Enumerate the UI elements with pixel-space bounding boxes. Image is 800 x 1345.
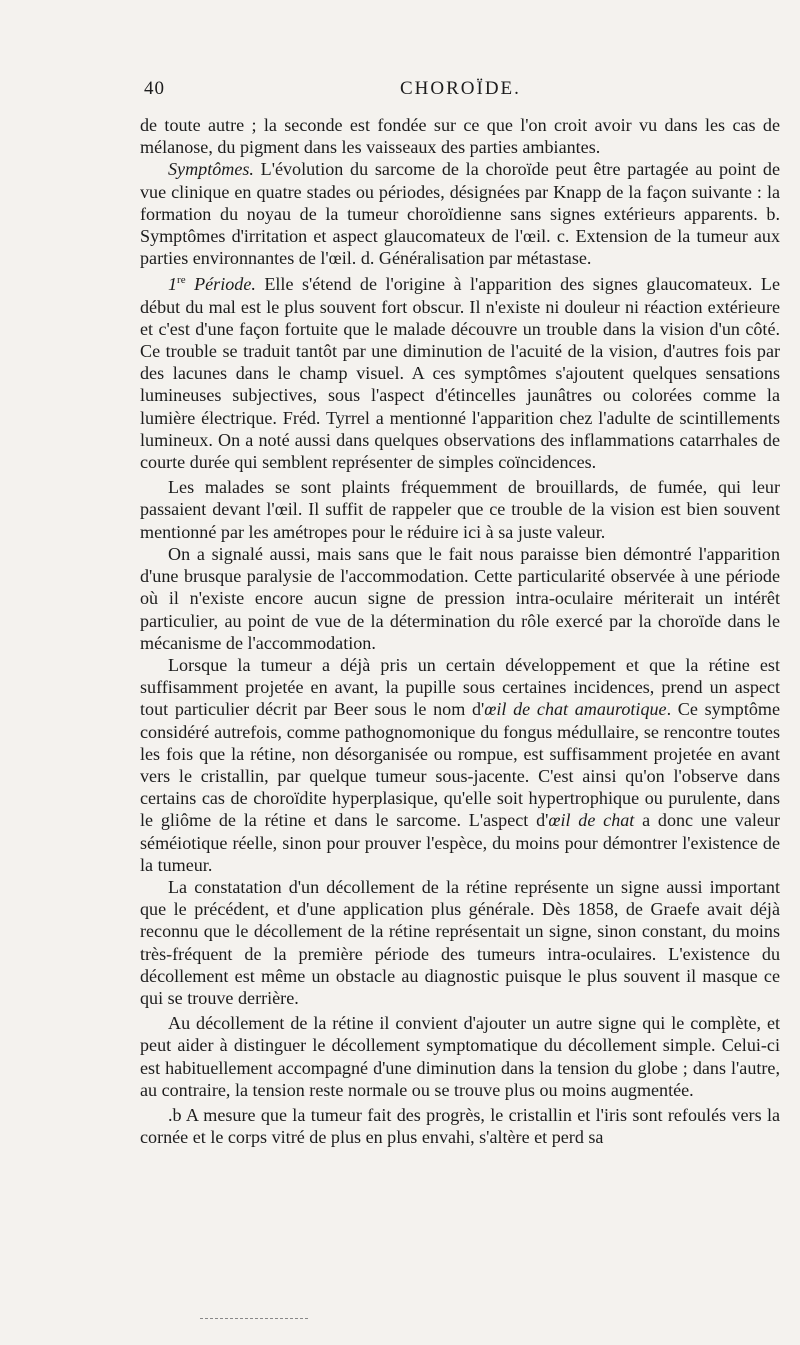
lead-superscript: re <box>177 274 186 287</box>
paragraph-text: Lorsque la tumeur a déjà pris un certain développement et que la rétine est suffisamment projetée en avant, la pupille sous certaines incidences, prend un aspect tout particulier décrit par Beer sous le nom d' <box>140 654 780 720</box>
italic-term: œil de chat amaurotique <box>484 699 667 720</box>
paragraph-text: de toute autre ; la seconde est fondée sur ce que l'on croit avoir vu dans les cas de mélanose, du pigment dans les vaisseaux des parties ambiantes. <box>140 115 780 158</box>
paragraph-symptomes <box>140 158 780 269</box>
paragraph-text: .b A mesure que la tumeur fait des progrès, le cristallin et l'iris sont refoulés vers la cornée et le corps vitré de plus en plus envahi, s'altère et perd sa <box>140 1104 780 1148</box>
section-lead-periode <box>168 274 256 294</box>
paragraph-brouillards <box>140 476 780 543</box>
paragraph-tension <box>140 1012 780 1101</box>
paragraph-text: L'évolution du sarcome de la choroïde peut être partagée au point de vue clinique en quatre stades ou périodes, désignées par Knapp de la façon suivante : la formation du noyau de la tumeur choroïdienne sans signes extérieurs apparents. b. Symptômes d'irritation et aspect glaucomateux de l'œil. c. Extension de la tumeur aux parties environnantes de l'œil. d. Généralisation par métastase. <box>140 159 780 269</box>
paragraph-text: Les malades se sont plaints fréquemment de brouillards, de fumée, qui leur passaient devant l'œil. Il suffit de rappeler que ce trouble de la vision est bien souvent mentionné par les amétropes pour le réduire ici à sa juste valeur. <box>140 477 780 542</box>
section-lead-symptomes: Symptômes. <box>168 159 254 180</box>
body-text <box>140 114 780 1148</box>
paragraph-premiere-periode <box>140 269 780 473</box>
paragraph-continuation <box>140 114 780 158</box>
paragraph-text: La constatation d'un décollement de la rétine représente un signe aussi important que le précédent, et d'une application plus générale. Dès 1858, de Graefe avait déjà reconnu que le décollement de la rétine représentait un signe, sinon constant, du moins très-fréquent de la première période des tumeurs intra-oculaires. L'existence du décollement est même un obstacle au diagnostic puisque le plus souvent il masque ce qui se trouve derrière. <box>140 876 780 1008</box>
paragraph-text: Elle s'étend de l'origine à l'apparition des signes glaucomateux. Le début du mal est le plus souvent fort obscur. Il n'existe ni douleur ni réaction extérieure et c'est d'une façon fortuite que le malade découvre un trouble dans la vision d'un côté. Ce trouble se traduit tantôt par une diminution de l'acuité de la vision, d'autres fois par des lacunes dans le champ visuel. A ces symptômes s'ajoutent quelques sensations lumineuses subjectives, sous l'aspect d'étincelles jaunâtres ou colorées comme la lumière électrique. Fréd. Tyrrel a mentionné l'apparition chez l'adulte de scintillements lumineux. On a noté aussi dans quelques observations des inflammations catarrhales de courte durée qui semblent représenter de simples coïncidences. <box>140 274 780 473</box>
paragraph-text: . Ce symptôme considéré autrefois, comme pathognomonique du fongus médullaire, se rencontre toutes les fois que la rétine, non désorganisée ou rompue, est suffisamment projetée en avant vers le cristallin, par quelque tumeur sous-jacente. C'est ainsi qu'on l'observe dans certains cas de choroïdite hyperplasique, qu'elle soit hypertrophique ou purulente, dans le gliôme de la rétine et dans le sarcome. L'aspect d' <box>140 699 780 831</box>
paragraph-text: Au décollement de la rétine il convient d'ajouter un autre signe qui le complète, et peut aider à distinguer le décollement symptomatique du décollement simple. Celui-ci est habituellement accompagné d'une diminution dans la tension du globe ; dans l'autre, au contraire, la tension reste normale ou se trouve plus ou moins augmentée. <box>140 1013 780 1100</box>
lead-label: Période. <box>185 274 256 295</box>
paragraph-progres <box>140 1104 780 1148</box>
lead-number: 1 <box>168 274 178 295</box>
page-header <box>140 78 780 114</box>
paragraph-text: On a signalé aussi, mais sans que le fait nous paraisse bien démontré l'apparition d'une brusque paralysie de l'accommodation. Cette particularité observée à une période où il n'existe encore aucun signe de pression intra-oculaire mériterait un intérêt particulier, au point de vue de la détermination du rôle exercé par la choroïde dans le mécanisme de l'accommodation. <box>140 543 780 653</box>
paragraph-accommodation <box>140 543 780 654</box>
italic-term: œil de chat <box>548 810 635 831</box>
paragraph-oeil-de-chat <box>140 654 780 876</box>
paragraph-decollement <box>140 876 780 1009</box>
running-title: CHOROÏDE. <box>400 78 521 99</box>
paragraph-text: a donc une valeur séméiotique réelle, sinon pour prouver l'espèce, du moins pour démontrer l'existence de la tumeur. <box>140 810 780 875</box>
page-number: 40 <box>144 78 165 99</box>
footer-rule <box>200 1318 308 1319</box>
